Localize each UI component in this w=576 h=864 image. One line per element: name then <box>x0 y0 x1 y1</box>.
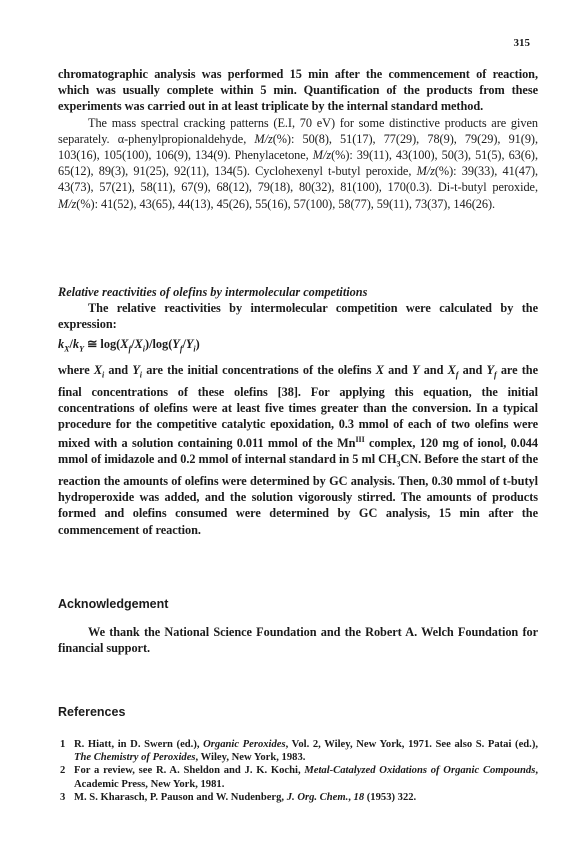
intro-paragraph: chromatographic analysis was performed 15 min after the commencement of reaction, which was usually complete within 5 min. Quantification of the products from these experiments was carried out in at least triplicate by the internal standard method. <box>58 67 538 114</box>
acknowledgement-heading: Acknowledgement <box>58 597 169 611</box>
reference-item: 1 R. Hiatt, in D. Swern (ed.), Organic Peroxides, Vol. 2, Wiley, New York, 1971. See also S. Patai (ed.), The Chemistry of Peroxides, Wiley, New York, 1983. <box>60 739 538 764</box>
references-list <box>58 738 538 804</box>
acknowledgement-text: We thank the National Science Foundation and the Robert A. Welch Foundation for financial support. <box>58 625 538 656</box>
relative-reactivities-section <box>58 284 538 538</box>
procedure-paragraph: where $X_i$ and $Y_i$ are the initial concentrations of the olefins X and Y and $X_f$ and $Y_f$ are the final concentrations of these olefins [38]. For applying this equation, the initial concentrations of olefins were at least five times greater than the conversion. In a typical procedure for the competitive catalytic epoxidation, 0.3 mmol of each of two olefins were mixed with a solution containing 0.011 mmol of the $Mn^{III}$ complex, 120 mg of ionol, 0.044 mmol of imidazole and 0.2 mmol of internal standard in 5 ml $CH_3CN$. Before the start of the reaction the amounts of olefins were determined by GC analysis. Then, 0.30 mmol of t-butyl hydroperoxide was added, and the solution vigorously stirred. The amounts of products formed and olefins consumed were determined by GC analysis, 15 min after the commencement of reaction. <box>58 362 538 537</box>
reference-item: 2 For a review, see R. A. Sheldon and J. K. Kochi, Metal-Catalyzed Oxidations of Organic Compounds, Academic Press, New York, 1981. <box>60 765 538 790</box>
acknowledgement-section <box>58 597 538 656</box>
subsection-intro: The relative reactivities by intermolecular competition were calculated by the expression: <box>58 301 538 332</box>
reactivity-equation: $k_X/k_Y$ ≅ $\log(X_f/X_i)/\log(Y_f/Y_i)$ <box>58 337 200 354</box>
mass-spectral-paragraph: The mass spectral cracking patterns (E.I, 70 eV) for some distinctive products are given separately. α-phenylpropionaldehyde, M/z(%): 50(8), 51(17), 77(29), 78(9), 79(29), 91(9), 103(16), 105(100), 106(9), 134(9). Phenylacetone, M/z(%): 39(11), 43(100), 50(3), 51(5), 63(6), 65(12), 89(3), 91(25), 92(11), 134(5). Cyclohexenyl t-butyl peroxide, M/z(%): 39(33), 41(47), 43(73), 57(21), 58(11), 67(9), 68(12), 79(18), 80(32), 81(100), 170(0.3). Di-t-butyl peroxide, M/z(%): 41(52), 43(65), 44(13), 45(26), 55(16), 57(100), 58(77), 59(11), 73(37), 146(26). <box>58 115 539 211</box>
experimental-section <box>58 66 538 212</box>
references-heading-block <box>58 705 538 719</box>
page-number: 315 <box>513 37 530 49</box>
reference-item: 3 M. S. Kharasch, P. Pauson and W. Nudenberg, J. Org. Chem., 18 (1953) 322. <box>60 791 417 803</box>
references-heading: References <box>58 705 126 719</box>
subsection-heading: Relative reactivities of olefins by intermolecular competitions <box>58 285 368 299</box>
